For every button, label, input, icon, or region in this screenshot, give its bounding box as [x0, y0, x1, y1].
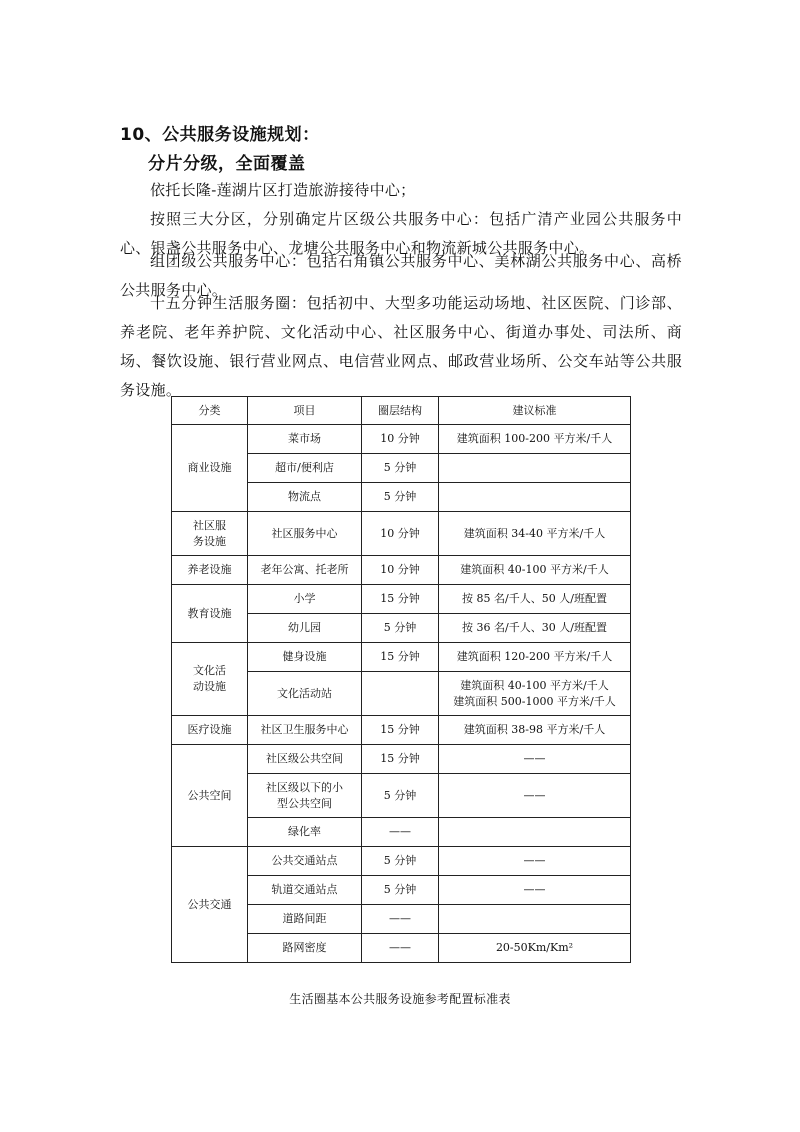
facility-standards-table [171, 396, 631, 963]
category-cell: 公共空间 [172, 745, 248, 847]
standard-cell: 建筑面积 100-200 平方米/千人 [439, 425, 631, 454]
standard-cell: —— [439, 847, 631, 876]
standard-cell [439, 672, 631, 716]
standard-cell: 按 85 名/千人、50 人/班配置 [439, 585, 631, 614]
ring-cell: 15 分钟 [362, 745, 439, 774]
category-cell: 医疗设施 [172, 716, 248, 745]
paragraph-4: 十五分钟生活服务圈：包括初中、大型多功能运动场地、社区医院、门诊部、养老院、老年养护院、文化活动中心、社区服务中心、街道办事处、司法所、商场、餐饮设施、银行营业网点、电信营业网点、邮政营业场所、公交车站等公共服务设施。 [120, 294, 682, 399]
ring-cell: 15 分钟 [362, 585, 439, 614]
table-row [172, 716, 631, 745]
paragraph-1: 依托长隆-莲湖片区打造旅游接待中心； [150, 181, 416, 199]
header-standard: 建议标准 [439, 397, 631, 425]
table-row [172, 556, 631, 585]
table-header-row [172, 397, 631, 425]
item-cell: 超市/便利店 [248, 454, 362, 483]
standard-cell [439, 454, 631, 483]
table-caption: 生活圈基本公共服务设施参考配置标准表 [289, 992, 511, 1006]
ring-cell: 5 分钟 [362, 847, 439, 876]
category-cell: 教育设施 [172, 585, 248, 643]
item-cell: 健身设施 [248, 643, 362, 672]
item-cell: 物流点 [248, 483, 362, 512]
standard-cell: —— [439, 876, 631, 905]
paragraph-2: 按照三大分区，分别确定片区级公共服务中心：包括广清产业园公共服务中心、银盏公共服务中心、龙塘公共服务中心和物流新城公共服务中心。 [120, 210, 682, 257]
ring-cell [362, 672, 439, 716]
section-subheading: 分片分级，全面覆盖 [148, 154, 306, 174]
ring-cell: 5 分钟 [362, 614, 439, 643]
standard-cell: —— [439, 774, 631, 818]
item-cell: 社区卫生服务中心 [248, 716, 362, 745]
item-cell: 菜市场 [248, 425, 362, 454]
ring-cell: 10 分钟 [362, 425, 439, 454]
header-ring: 圈层结构 [362, 397, 439, 425]
standard-cell: 建筑面积 40-100 平方米/千人 [439, 556, 631, 585]
standard-line: 建筑面积 40-100 平方米/千人 [460, 678, 609, 692]
ring-cell: 5 分钟 [362, 483, 439, 512]
ring-cell: 5 分钟 [362, 454, 439, 483]
standard-cell: 建筑面积 34-40 平方米/千人 [439, 512, 631, 556]
category-cell: 商业设施 [172, 425, 248, 512]
category-cell: 社区服务设施 [172, 512, 248, 556]
item-cell: 绿化率 [248, 818, 362, 847]
standard-line: 建筑面积 500-1000 平方米/千人 [453, 694, 616, 708]
item-cell: 社区级以下的小型公共空间 [248, 774, 362, 818]
ring-cell: 5 分钟 [362, 774, 439, 818]
item-cell: 轨道交通站点 [248, 876, 362, 905]
table-row [172, 425, 631, 454]
item-cell: 小学 [248, 585, 362, 614]
item-cell: 社区服务中心 [248, 512, 362, 556]
standard-cell [439, 483, 631, 512]
header-category: 分类 [172, 397, 248, 425]
category-cell: 养老设施 [172, 556, 248, 585]
standard-cell: 建筑面积 120-200 平方米/千人 [439, 643, 631, 672]
table-row [172, 745, 631, 774]
category-cell: 文化活动设施 [172, 643, 248, 716]
standard-cell: 建筑面积 38-98 平方米/千人 [439, 716, 631, 745]
table-row [172, 847, 631, 876]
item-cell: 公共交通站点 [248, 847, 362, 876]
table-row [172, 643, 631, 672]
standard-cell: —— [439, 745, 631, 774]
standard-cell [439, 818, 631, 847]
item-cell: 幼儿园 [248, 614, 362, 643]
header-item: 项目 [248, 397, 362, 425]
ring-cell: —— [362, 818, 439, 847]
standard-cell: 按 36 名/千人、30 人/班配置 [439, 614, 631, 643]
item-cell: 道路间距 [248, 905, 362, 934]
standard-cell [439, 905, 631, 934]
item-cell: 路网密度 [248, 934, 362, 963]
item-cell: 文化活动站 [248, 672, 362, 716]
standard-cell: 20-50Km/Km² [439, 934, 631, 963]
ring-cell: 10 分钟 [362, 556, 439, 585]
item-cell: 社区级公共空间 [248, 745, 362, 774]
ring-cell: 15 分钟 [362, 643, 439, 672]
table-row [172, 585, 631, 614]
ring-cell: 15 分钟 [362, 716, 439, 745]
ring-cell: —— [362, 905, 439, 934]
paragraph-3: 组团级公共服务中心：包括石角镇公共服务中心、美林湖公共服务中心、高桥公共服务中心。 [120, 252, 682, 299]
section-heading: 10、公共服务设施规划： [120, 125, 320, 145]
table-row [172, 512, 631, 556]
ring-cell: 10 分钟 [362, 512, 439, 556]
ring-cell: 5 分钟 [362, 876, 439, 905]
item-cell: 老年公寓、托老所 [248, 556, 362, 585]
category-cell: 公共交通 [172, 847, 248, 963]
ring-cell: —— [362, 934, 439, 963]
